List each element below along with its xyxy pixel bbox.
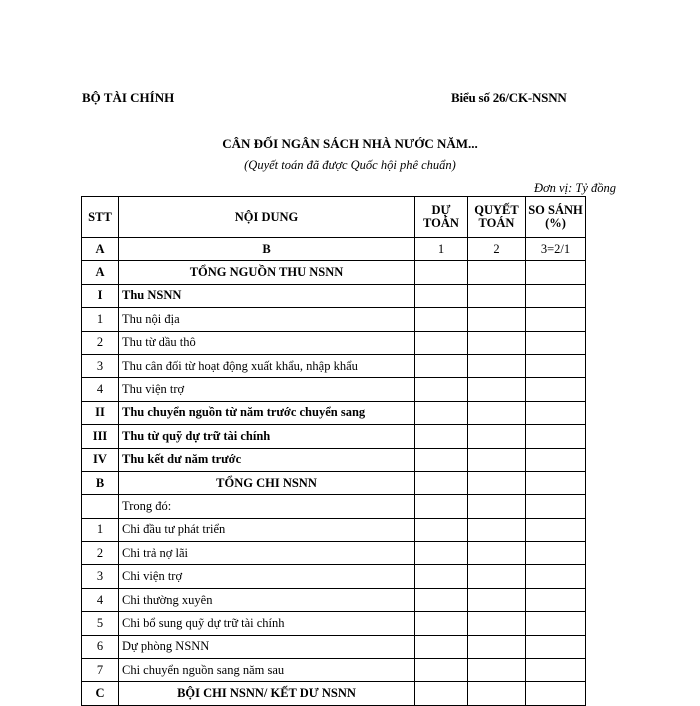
row-quyet-toan <box>468 565 526 588</box>
table-row <box>82 682 586 705</box>
row-quyet-toan <box>468 682 526 705</box>
row-so-sanh <box>526 588 586 611</box>
row-quyet-toan <box>468 635 526 658</box>
row-so-sanh <box>526 448 586 471</box>
row-stt: 2 <box>82 542 119 565</box>
index-noi-dung: B <box>119 238 415 261</box>
table-row <box>82 565 586 588</box>
table-row <box>82 471 586 494</box>
row-stt: 1 <box>82 308 119 331</box>
row-du-toan <box>415 495 468 518</box>
row-stt: 5 <box>82 612 119 635</box>
row-quyet-toan <box>468 448 526 471</box>
row-quyet-toan <box>468 308 526 331</box>
row-noi-dung: TỔNG NGUỒN THU NSNN <box>119 261 415 284</box>
row-noi-dung: Thu chuyển nguồn từ năm trước chuyển sang <box>119 401 415 424</box>
row-stt: C <box>82 682 119 705</box>
table-row <box>82 588 586 611</box>
row-du-toan <box>415 682 468 705</box>
table-row <box>82 331 586 354</box>
row-so-sanh <box>526 612 586 635</box>
row-du-toan <box>415 565 468 588</box>
row-so-sanh <box>526 471 586 494</box>
row-noi-dung: Chi thường xuyên <box>119 588 415 611</box>
row-quyet-toan <box>468 518 526 541</box>
row-du-toan <box>415 331 468 354</box>
row-stt: III <box>82 425 119 448</box>
ministry-name: BỘ TÀI CHÍNH <box>82 90 175 105</box>
row-noi-dung: Thu NSNN <box>119 284 415 307</box>
row-quyet-toan <box>468 425 526 448</box>
table-row <box>82 401 586 424</box>
index-stt: A <box>82 238 119 261</box>
row-du-toan <box>415 542 468 565</box>
row-so-sanh <box>526 565 586 588</box>
row-noi-dung: Chi bổ sung quỹ dự trữ tài chính <box>119 612 415 635</box>
row-so-sanh <box>526 495 586 518</box>
row-stt: A <box>82 261 119 284</box>
row-quyet-toan <box>468 354 526 377</box>
table-row <box>82 448 586 471</box>
row-noi-dung: Chi viện trợ <box>119 565 415 588</box>
row-so-sanh <box>526 542 586 565</box>
row-so-sanh <box>526 354 586 377</box>
row-quyet-toan <box>468 401 526 424</box>
unit-label: Đơn vị: Tỷ đồng <box>533 181 616 195</box>
row-noi-dung: Chi đầu tư phát triển <box>119 518 415 541</box>
row-quyet-toan <box>468 659 526 682</box>
table-row <box>82 284 586 307</box>
row-noi-dung: TỔNG CHI NSNN <box>119 471 415 494</box>
row-quyet-toan <box>468 378 526 401</box>
row-du-toan <box>415 425 468 448</box>
index-du-toan: 1 <box>415 238 468 261</box>
row-so-sanh <box>526 261 586 284</box>
header-du-toan: DỰ TOÁN <box>415 197 468 238</box>
row-stt: 2 <box>82 331 119 354</box>
table-row <box>82 261 586 284</box>
row-so-sanh <box>526 518 586 541</box>
row-quyet-toan <box>468 495 526 518</box>
row-noi-dung: Chi chuyển nguồn sang năm sau <box>119 659 415 682</box>
row-stt: 3 <box>82 354 119 377</box>
row-so-sanh <box>526 659 586 682</box>
row-du-toan <box>415 612 468 635</box>
row-quyet-toan <box>468 588 526 611</box>
row-du-toan <box>415 378 468 401</box>
row-du-toan <box>415 401 468 424</box>
row-so-sanh <box>526 284 586 307</box>
row-stt: 6 <box>82 635 119 658</box>
row-so-sanh <box>526 401 586 424</box>
table-row <box>82 659 586 682</box>
row-quyet-toan <box>468 542 526 565</box>
row-stt: 1 <box>82 518 119 541</box>
row-du-toan <box>415 635 468 658</box>
index-so-sanh: 3=2/1 <box>526 238 586 261</box>
header-stt: STT <box>82 197 119 238</box>
row-quyet-toan <box>468 331 526 354</box>
row-stt: 7 <box>82 659 119 682</box>
row-so-sanh <box>526 682 586 705</box>
row-stt: IV <box>82 448 119 471</box>
table-row <box>82 378 586 401</box>
row-stt <box>82 495 119 518</box>
table-row <box>82 518 586 541</box>
header-quyet-toan: QUYẾT TOÁN <box>468 197 526 238</box>
row-quyet-toan <box>468 612 526 635</box>
row-so-sanh <box>526 425 586 448</box>
table-row <box>82 354 586 377</box>
table-row <box>82 425 586 448</box>
row-stt: 4 <box>82 378 119 401</box>
row-du-toan <box>415 261 468 284</box>
row-stt: B <box>82 471 119 494</box>
table-row <box>82 308 586 331</box>
row-stt: I <box>82 284 119 307</box>
table-header-row <box>82 197 586 238</box>
row-noi-dung: Chi trả nợ lãi <box>119 542 415 565</box>
row-du-toan <box>415 308 468 331</box>
row-noi-dung: BỘI CHI NSNN/ KẾT DƯ NSNN <box>119 682 415 705</box>
column-index-row <box>82 238 586 261</box>
row-du-toan <box>415 354 468 377</box>
row-so-sanh <box>526 308 586 331</box>
row-stt: 3 <box>82 565 119 588</box>
form-code: Biểu số 26/CK-NSNN <box>451 90 567 105</box>
document-subtitle: (Quyết toán đã được Quốc hội phê chuẩn) <box>244 158 456 172</box>
table-row <box>82 612 586 635</box>
table-row <box>82 495 586 518</box>
row-noi-dung: Thu từ quỹ dự trữ tài chính <box>119 425 415 448</box>
row-stt: 4 <box>82 588 119 611</box>
row-so-sanh <box>526 378 586 401</box>
row-noi-dung: Thu từ dầu thô <box>119 331 415 354</box>
document-title: CÂN ĐỐI NGÂN SÁCH NHÀ NƯỚC NĂM... <box>222 136 478 151</box>
row-quyet-toan <box>468 284 526 307</box>
row-noi-dung: Thu kết dư năm trước <box>119 448 415 471</box>
row-so-sanh <box>526 635 586 658</box>
row-quyet-toan <box>468 261 526 284</box>
row-du-toan <box>415 284 468 307</box>
row-so-sanh <box>526 331 586 354</box>
table-row <box>82 542 586 565</box>
row-du-toan <box>415 448 468 471</box>
row-du-toan <box>415 471 468 494</box>
row-du-toan <box>415 588 468 611</box>
row-noi-dung: Dự phòng NSNN <box>119 635 415 658</box>
row-noi-dung: Trong đó: <box>119 495 415 518</box>
budget-balance-table <box>81 196 586 706</box>
header-noi-dung: NỘI DUNG <box>119 197 415 238</box>
row-noi-dung: Thu cân đối từ hoạt động xuất khẩu, nhập khẩu <box>119 354 415 377</box>
row-noi-dung: Thu viện trợ <box>119 378 415 401</box>
row-noi-dung: Thu nội địa <box>119 308 415 331</box>
table-row <box>82 635 586 658</box>
row-quyet-toan <box>468 471 526 494</box>
index-quyet-toan: 2 <box>468 238 526 261</box>
header-so-sanh: SO SÁNH (%) <box>526 197 586 238</box>
row-du-toan <box>415 518 468 541</box>
row-stt: II <box>82 401 119 424</box>
row-du-toan <box>415 659 468 682</box>
